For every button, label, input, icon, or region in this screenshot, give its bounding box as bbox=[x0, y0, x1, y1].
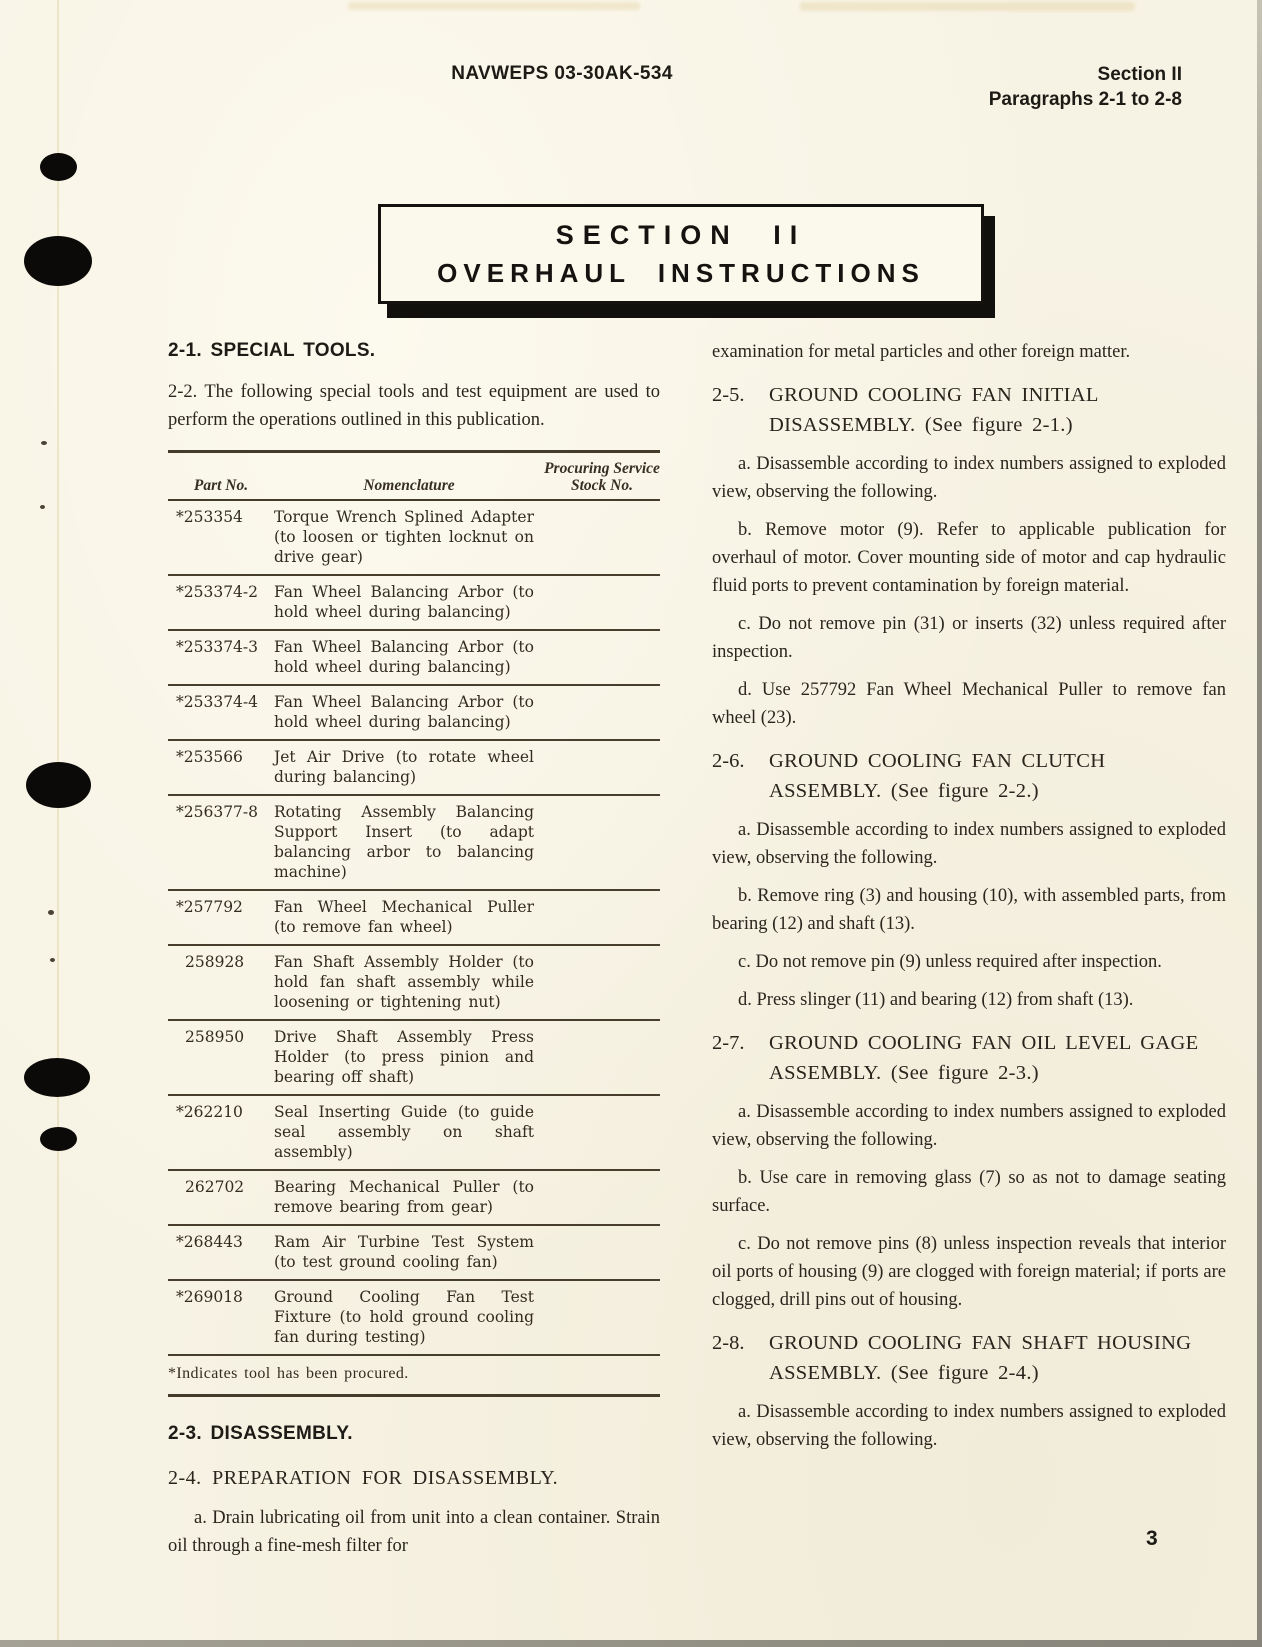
nomenclature-cell: Fan Wheel Mechanical Puller (to remove fan wheel) bbox=[274, 898, 534, 936]
part-no-cell: *262210 bbox=[176, 1103, 243, 1121]
table-row bbox=[168, 946, 660, 1021]
table-row bbox=[168, 686, 660, 741]
stock-no-cell bbox=[544, 1177, 660, 1217]
paragraph-2-2: 2-2. The following special tools and test equipment are used to perform the operations outlined in this publication. bbox=[168, 382, 660, 430]
nomenclature-cell: Fan Shaft Assembly Holder (to hold fan shaft assembly while loosening or tightening nut) bbox=[274, 953, 534, 1011]
paragraph: c. Do not remove pin (9) unless required after inspection. bbox=[738, 952, 1162, 972]
heading-2-1-special-tools: 2-1. SPECIAL TOOLS. bbox=[168, 340, 376, 361]
section-heading-text: GROUND COOLING FAN OIL LEVEL GAGE ASSEMBLY. (See figure 2-3.) bbox=[769, 1032, 1199, 1084]
table-row bbox=[168, 1281, 660, 1356]
column-header-stock-no bbox=[544, 460, 660, 494]
part-no-cell: *253566 bbox=[176, 748, 243, 766]
nomenclature-cell: Ground Cooling Fan Test Fixture (to hold ground cooling fan during testing) bbox=[274, 1288, 534, 1346]
section-heading bbox=[712, 746, 1226, 806]
nomenclature-cell: Fan Wheel Balancing Arbor (to hold wheel during balancing) bbox=[274, 583, 534, 621]
section-heading-number: 2-5. bbox=[712, 384, 745, 406]
special-tools-table-body bbox=[168, 501, 660, 1356]
nomenclature-cell: Jet Air Drive (to rotate wheel during balancing) bbox=[274, 748, 534, 786]
paper-speck bbox=[50, 958, 55, 962]
section-banner-title: SECTION II bbox=[555, 219, 807, 250]
table-row bbox=[168, 631, 660, 686]
right-column bbox=[712, 338, 1226, 1454]
nomenclature-cell: Fan Wheel Balancing Arbor (to hold wheel during balancing) bbox=[274, 693, 534, 731]
paragraph: a. Disassemble according to index numbers assigned to exploded view, observing the following. bbox=[712, 1402, 1226, 1450]
header-right-block bbox=[989, 62, 1182, 112]
part-no-cell: *253374-3 bbox=[176, 638, 259, 656]
left-column bbox=[168, 340, 660, 1560]
part-no-cell: *269018 bbox=[176, 1288, 243, 1306]
paragraph: c. Do not remove pin (31) or inserts (32) unless required after inspection. bbox=[712, 614, 1226, 662]
part-no-cell: *253374-4 bbox=[176, 693, 259, 711]
paper-speck bbox=[41, 441, 47, 445]
paper-speck bbox=[40, 505, 45, 509]
binding-hole-mark bbox=[24, 236, 92, 286]
paragraph: b. Remove motor (9). Refer to applicable publication for overhaul of motor. Cover mounting side of motor and cap hydraulic fluid ports to prevent contamination by foreign material. bbox=[712, 520, 1226, 596]
section-heading bbox=[712, 380, 1226, 440]
stock-no-cell bbox=[544, 952, 660, 1012]
section-heading-text: GROUND COOLING FAN CLUTCH ASSEMBLY. (See figure 2-2.) bbox=[769, 750, 1106, 802]
stock-no-cell bbox=[544, 1027, 660, 1087]
part-no-cell: 262702 bbox=[185, 1178, 245, 1196]
table-row bbox=[168, 576, 660, 631]
section-heading bbox=[712, 1028, 1226, 1088]
table-row bbox=[168, 796, 660, 891]
binding-hole-mark bbox=[40, 1127, 77, 1151]
part-no-cell: *256377-8 bbox=[176, 803, 259, 821]
binding-hole-mark bbox=[26, 762, 91, 808]
document-number: NAVWEPS 03-30AK-534 bbox=[451, 63, 673, 84]
binding-hole-mark bbox=[40, 153, 77, 181]
paragraph-2-4-a: a. Drain lubricating oil from unit into a clean container. Strain oil through a fine-mesh filter for bbox=[168, 1508, 660, 1556]
table-rule bbox=[168, 1394, 660, 1397]
section-heading-number: 2-8. bbox=[712, 1332, 745, 1354]
stock-no-cell bbox=[544, 692, 660, 732]
paragraph: a. Disassemble according to index numbers assigned to exploded view, observing the following. bbox=[712, 454, 1226, 502]
binding-hole-mark bbox=[24, 1058, 90, 1097]
nomenclature-cell: Seal Inserting Guide (to guide seal assembly on shaft assembly) bbox=[274, 1103, 534, 1161]
column-header-part-no: Part No. bbox=[193, 477, 249, 494]
paragraph-range-reference: Paragraphs 2-1 to 2-8 bbox=[988, 89, 1182, 110]
table-row bbox=[168, 741, 660, 796]
paragraph: a. Disassemble according to index numbers assigned to exploded view, observing the following. bbox=[712, 820, 1226, 868]
part-no-cell: 258950 bbox=[185, 1028, 245, 1046]
heading-2-4-preparation: 2-4. PREPARATION FOR DISASSEMBLY. bbox=[168, 1467, 559, 1489]
table-row bbox=[168, 1021, 660, 1096]
table-row bbox=[168, 1226, 660, 1281]
nomenclature-cell: Ram Air Turbine Test System (to test ground cooling fan) bbox=[274, 1233, 534, 1271]
stock-no-cell bbox=[544, 1102, 660, 1162]
paragraph: d. Use 257792 Fan Wheel Mechanical Puller to remove fan wheel (23). bbox=[712, 680, 1226, 728]
column-header-stock-line2: Stock No. bbox=[571, 477, 633, 494]
paper-speck bbox=[48, 910, 54, 915]
column-header-stock-line1: Procuring Service bbox=[544, 460, 660, 477]
table-row bbox=[168, 1171, 660, 1226]
table-row bbox=[168, 1096, 660, 1171]
section-reference: Section II bbox=[1097, 64, 1182, 85]
table-row bbox=[168, 501, 660, 576]
nomenclature-cell: Fan Wheel Balancing Arbor (to hold wheel during balancing) bbox=[274, 638, 534, 676]
part-no-cell: 258928 bbox=[185, 953, 245, 971]
section-heading bbox=[712, 1328, 1226, 1388]
stock-no-cell bbox=[544, 897, 660, 937]
stock-no-cell bbox=[544, 582, 660, 622]
part-no-cell: *257792 bbox=[176, 898, 243, 916]
paragraph: b. Use care in removing glass (7) so as not to damage seating surface. bbox=[712, 1168, 1226, 1216]
paragraph: examination for metal particles and other foreign matter. bbox=[712, 342, 1131, 362]
section-banner-subtitle: OVERHAUL INSTRUCTIONS bbox=[437, 257, 925, 288]
part-no-cell: *253374-2 bbox=[176, 583, 259, 601]
page-number: 3 bbox=[1146, 1527, 1158, 1550]
paragraph: d. Press slinger (11) and bearing (12) from shaft (13). bbox=[738, 990, 1134, 1010]
scan-edge-shadow-bottom bbox=[0, 1640, 1262, 1647]
nomenclature-cell: Bearing Mechanical Puller (to remove bearing from gear) bbox=[274, 1178, 534, 1216]
stock-no-cell bbox=[544, 1232, 660, 1272]
table-footnote: *Indicates tool has been procured. bbox=[168, 1365, 409, 1382]
stock-no-cell bbox=[544, 637, 660, 677]
heading-2-3-disassembly: 2-3. DISASSEMBLY. bbox=[168, 1423, 353, 1444]
nomenclature-cell: Torque Wrench Splined Adapter (to loosen or tighten locknut on drive gear) bbox=[274, 508, 534, 566]
paragraph: a. Disassemble according to index numbers assigned to exploded view, observing the following. bbox=[712, 1102, 1226, 1150]
section-heading-number: 2-6. bbox=[712, 750, 745, 772]
paragraph: c. Do not remove pins (8) unless inspection reveals that interior oil ports of housing (9) are clogged with foreign material; if ports are clogged, drill pins out of housing. bbox=[712, 1234, 1226, 1310]
paragraph: b. Remove ring (3) and housing (10), with assembled parts, from bearing (12) and shaft (13). bbox=[712, 886, 1226, 934]
part-no-cell: *268443 bbox=[176, 1233, 243, 1251]
part-no-cell: *253354 bbox=[176, 508, 243, 526]
stock-no-cell bbox=[544, 802, 660, 882]
section-heading-text: GROUND COOLING FAN SHAFT HOUSING ASSEMBLY. (See figure 2-4.) bbox=[769, 1332, 1192, 1384]
ink-bleedthrough-mark bbox=[800, 2, 1135, 11]
stock-no-cell bbox=[544, 1287, 660, 1347]
special-tools-table bbox=[168, 450, 660, 1397]
stock-no-cell bbox=[544, 507, 660, 567]
table-header-row bbox=[168, 453, 660, 499]
nomenclature-cell: Rotating Assembly Balancing Support Insert (to adapt balancing arbor to balancing machine) bbox=[274, 803, 534, 881]
scan-edge-shadow-right bbox=[1257, 0, 1262, 1647]
column-header-nomenclature: Nomenclature bbox=[363, 477, 455, 494]
nomenclature-cell: Drive Shaft Assembly Press Holder (to press pinion and bearing off shaft) bbox=[274, 1028, 534, 1086]
section-heading-number: 2-7. bbox=[712, 1032, 745, 1054]
ink-bleedthrough-mark bbox=[348, 2, 640, 10]
section-heading-text: GROUND COOLING FAN INITIAL DISASSEMBLY. (See figure 2-1.) bbox=[769, 384, 1098, 436]
stock-no-cell bbox=[544, 747, 660, 787]
section-banner bbox=[378, 204, 984, 304]
table-row bbox=[168, 891, 660, 946]
